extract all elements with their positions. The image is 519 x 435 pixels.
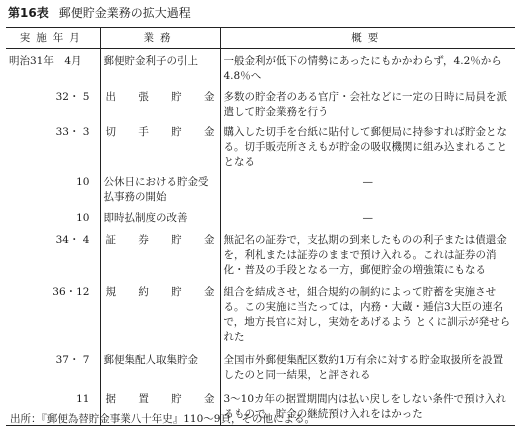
item-spread-text: 出 張 貯 金: [105, 91, 215, 103]
desc-cell: —: [220, 208, 515, 229]
item-spread-text: 据 置 貯 金: [105, 393, 215, 405]
item-cell: 即時払制度の改善: [100, 208, 220, 229]
desc-cell: 無記名の証券で，支払期の到来したものの利子または債還金を，利札または証券のままで預け入れる。これは証券の消化・普及の手段となる一方，郵便貯金の増強策にもなる: [220, 229, 515, 281]
desc-cell: 多数の貯金者のある官庁・会社などに一定の日時に局員を派遣して貯金業務を行う: [220, 88, 515, 123]
date-cell: 32・ 5: [55, 91, 90, 103]
expansion-table: [6, 27, 515, 426]
item-spread-text: 証 券 貯 金: [105, 234, 215, 246]
date-cell: 明治31年 4月: [9, 55, 82, 67]
header-item: 業務: [100, 28, 220, 49]
item-cell: [100, 229, 220, 281]
header-desc: 概要: [220, 28, 515, 49]
item-cell: 郵便貯金利子の引上: [100, 49, 220, 89]
table-row: [6, 229, 515, 281]
desc-cell: —: [220, 173, 515, 208]
desc-cell: 一般金利が低下の情勢にあったにもかかわらず，4.2％から 4.8％へ: [220, 49, 515, 89]
desc-cell: 3～10カ年の据置期間内は払い戻しをしない条件で預け入れるもので，貯金の継続預け入れをはかった: [220, 387, 515, 426]
table-row: [6, 208, 515, 229]
table-body: [6, 49, 515, 426]
date-cell: 37・ 7: [55, 354, 90, 366]
table-title: [8, 4, 191, 21]
desc-cell: 全国市外郵便集配区数約1万有余に対する貯金取扱所を設置したのと同一結果，と評される: [220, 349, 515, 387]
table-row: [6, 88, 515, 123]
date-cell: 10: [76, 176, 90, 188]
date-cell: 11: [6, 387, 100, 426]
table-number: 第16表: [8, 6, 49, 20]
date-cell: 34・ 4: [55, 234, 90, 246]
item-spread-text: 切 手 貯 金: [105, 126, 215, 138]
header-date: 実施年月: [6, 28, 100, 49]
date-cell: 10: [76, 212, 90, 224]
table-row: [6, 49, 515, 89]
table-title-text: 郵便貯金業務の拡大過程: [58, 6, 191, 20]
item-cell: [100, 88, 220, 123]
source-footnote: 出所：『郵便為替貯金事業八十年史』110～9頁，その他による。: [10, 413, 315, 425]
date-cell: 33・ 3: [55, 126, 90, 138]
item-spread-text: 規 約 貯 金: [105, 286, 215, 298]
item-cell: [100, 281, 220, 349]
desc-cell: 組合を結成させ，組合規約の制約によって貯蓄を実施させる。この実施に当たっては，内務・大蔵・逓信3大臣の連名で，地方長官に対し，実効をあげるよう とくに訓示が発せられた: [220, 281, 515, 349]
desc-cell: 購入した切手を台紙に貼付して郵便局に持参すれば貯金となる。切手販売所さえもが貯金の吸収機関に組み込まれることとなる: [220, 123, 515, 173]
date-cell: 36・12: [52, 286, 90, 298]
table-row: [6, 349, 515, 387]
table-row: [6, 281, 515, 349]
table-row: [6, 123, 515, 173]
item-cell: [100, 123, 220, 173]
item-cell: 公休日における貯金受払事務の開始: [100, 173, 220, 208]
item-cell: 郵便集配人取集貯金: [100, 349, 220, 387]
table-row: [6, 173, 515, 208]
